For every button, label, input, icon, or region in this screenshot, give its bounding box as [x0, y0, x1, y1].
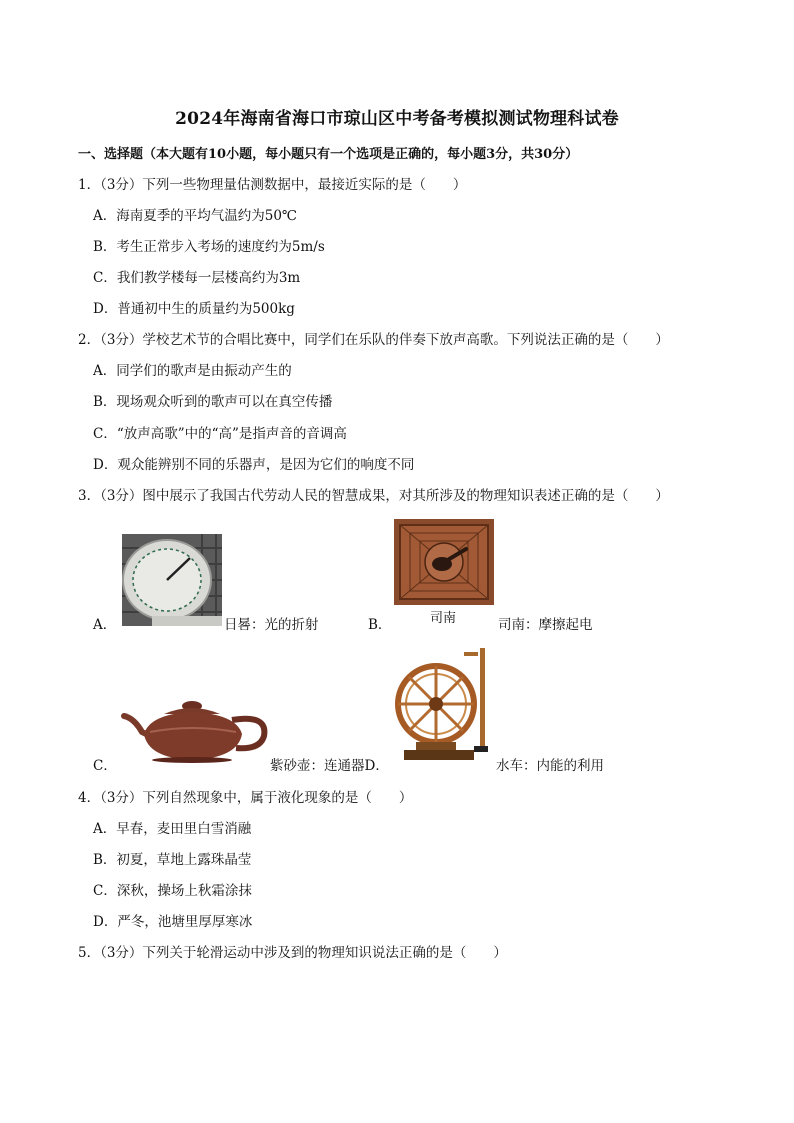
question-3-option-a-caption: 日晷：光的折射 — [224, 617, 319, 633]
question-1-stem: 1．（3分）下列一些物理量估测数据中，最接近实际的是（ ） — [78, 177, 467, 193]
question-4-option-c: C．深秋，操场上秋霜涂抹 — [93, 883, 252, 899]
question-2-option-a: A．同学们的歌声是由振动产生的 — [93, 363, 292, 379]
question-3-option-b-letter: B． — [368, 617, 392, 633]
question-3-option-d-caption: 水车：内能的利用 — [496, 758, 604, 774]
sinan-image-caption: 司南 — [430, 611, 457, 626]
question-3-stem: 3．（3分）图中展示了我国古代劳动人民的智慧成果，对其所涉及的物理知识表述正确的是（ ） — [78, 488, 669, 504]
question-4-stem: 4．（3分）下列自然现象中，属于液化现象的是（ ） — [78, 790, 413, 806]
waterwheel-image — [394, 646, 494, 764]
teapot-image — [120, 692, 270, 764]
question-4-option-b: B．初夏，草地上露珠晶莹 — [93, 852, 252, 868]
question-3-option-a-letter: A． — [93, 617, 117, 633]
question-2-option-c: C．“放声高歌”中的“高”是指声音的音调高 — [93, 426, 347, 442]
question-5-stem: 5．（3分）下列关于轮滑运动中涉及到的物理知识说法正确的是（ ） — [78, 945, 507, 961]
section-heading: 一、选择题（本大题有10小题，每小题只有一个选项是正确的，每小题3分，共30分） — [78, 147, 579, 162]
question-3-option-b-caption: 司南：摩擦起电 — [498, 617, 593, 633]
question-2-stem: 2．（3分）学校艺术节的合唱比赛中，同学们在乐队的伴奏下放声高歌。下列说法正确的是（ ） — [78, 332, 669, 348]
sundial-image — [122, 534, 222, 626]
page-title: 2024年海南省海口市琼山区中考备考模拟测试物理科试卷 — [175, 109, 619, 129]
question-4-option-a: A．早春，麦田里白雪消融 — [93, 821, 252, 837]
question-3-option-c-letter: C． — [93, 758, 117, 774]
question-4-option-d: D．严冬，池塘里厚厚寒冰 — [93, 914, 253, 930]
question-1-option-d: D．普通初中生的质量约为500kg — [93, 301, 295, 317]
question-1-option-a: A．海南夏季的平均气温约为50℃ — [93, 208, 298, 224]
sinan-compass-image — [394, 519, 494, 605]
question-1-option-c: C．我们教学楼每一层楼高约为3m — [93, 270, 301, 286]
question-2-option-b: B．现场观众听到的歌声可以在真空传播 — [93, 394, 333, 410]
question-3-option-c-caption: 紫砂壶：连通器D． — [270, 758, 389, 774]
question-2-option-d: D．观众能辨别不同的乐器声，是因为它们的响度不同 — [93, 457, 415, 473]
question-1-option-b: B．考生正常步入考场的速度约为5m/s — [93, 239, 325, 255]
